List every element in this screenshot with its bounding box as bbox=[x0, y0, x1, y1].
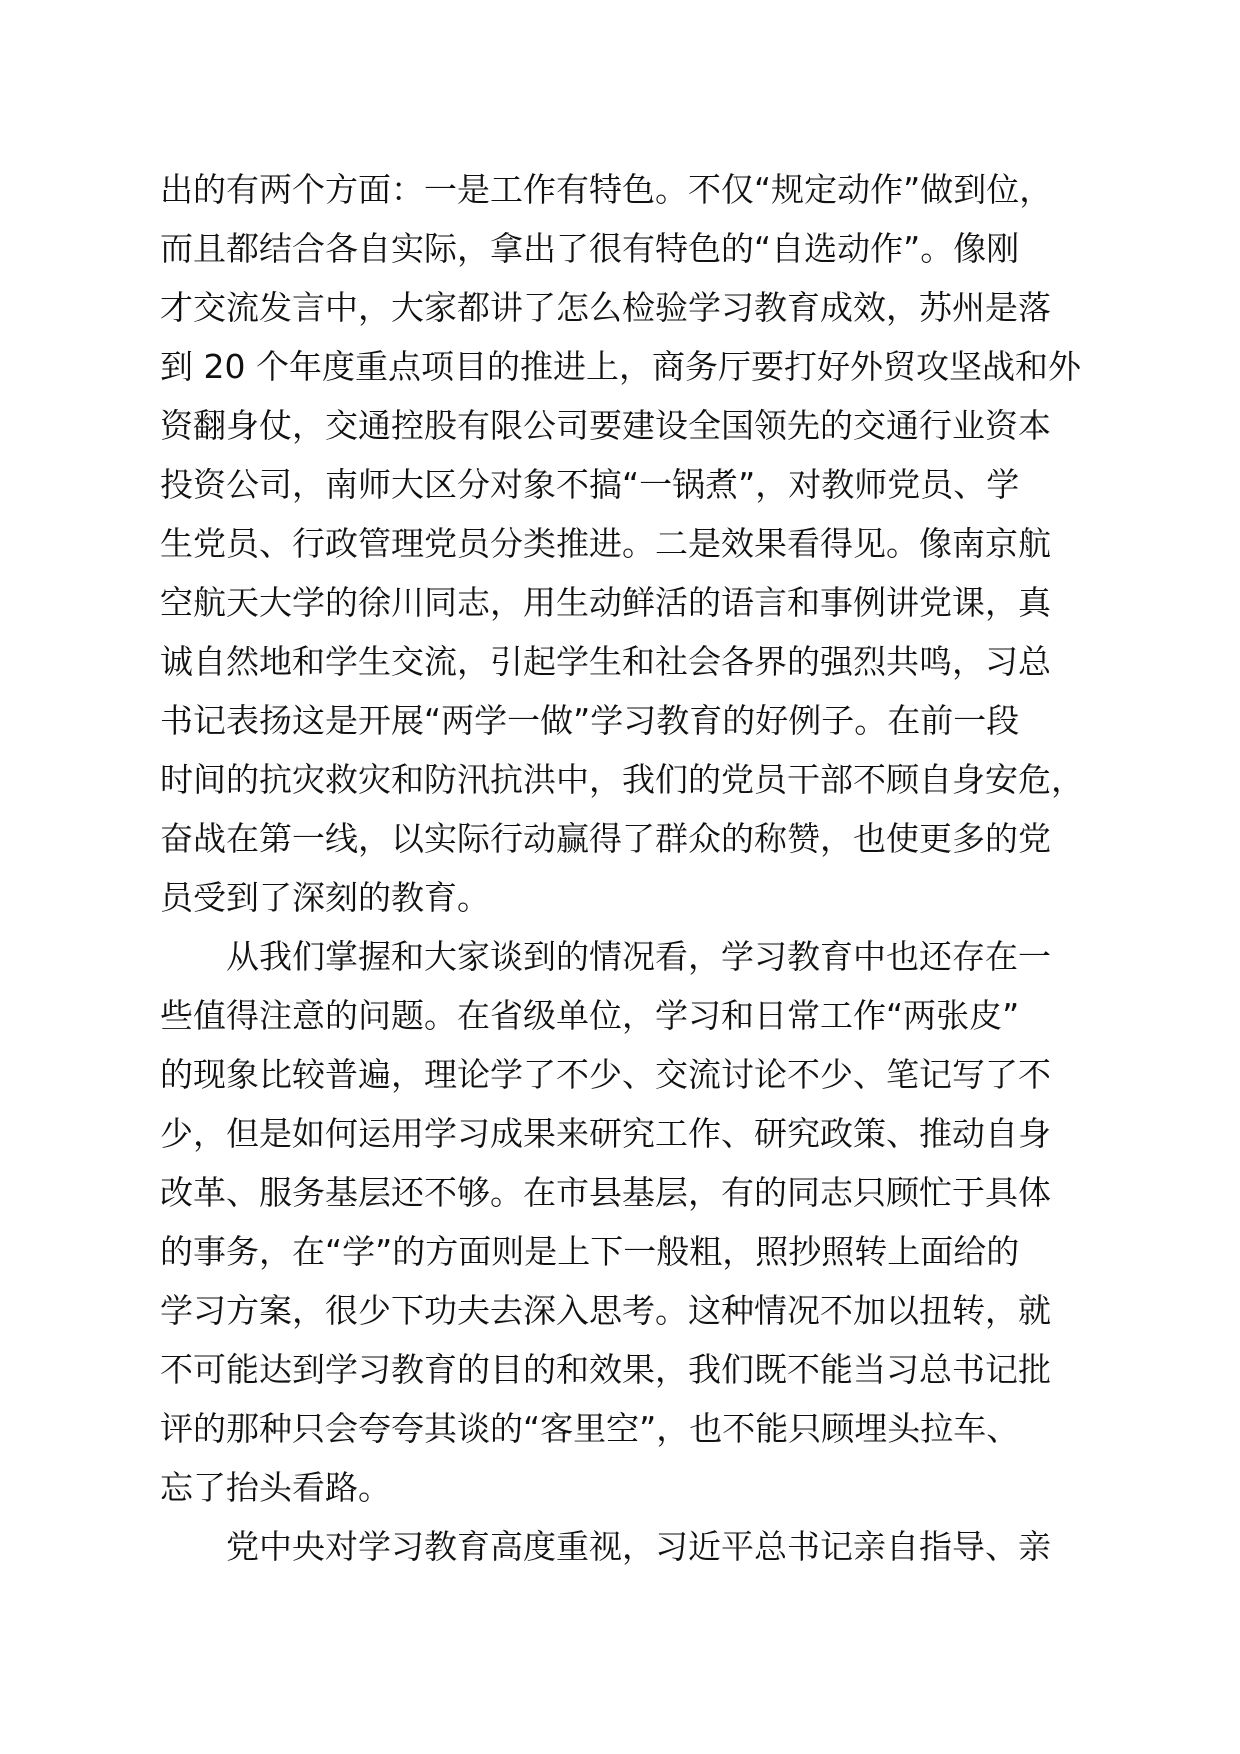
text-line: 的现象比较普遍，理论学了不少、交流讨论不少、笔记写了不 bbox=[160, 1055, 1051, 1094]
text-line: 改革、服务基层还不够。在市县基层，有的同志只顾忙于具体 bbox=[160, 1173, 1051, 1212]
text-line: 生党员、行政管理党员分类推进。二是效果看得见。像南京航 bbox=[160, 524, 1051, 563]
text-line: 的事务，在“学”的方面则是上下一般粗，照抄照转上面给的 bbox=[160, 1232, 1020, 1271]
text-line: 学习方案，很少下功夫去深入思考。这种情况不加以扭转，就 bbox=[160, 1291, 1051, 1330]
text-line: 从我们掌握和大家谈到的情况看，学习教育中也还存在一 bbox=[160, 937, 1051, 976]
text-line: 忘了抬头看路。 bbox=[160, 1468, 391, 1507]
text-line: 而且都结合各自实际，拿出了很有特色的“自选动作”。像刚 bbox=[160, 229, 1020, 268]
text-line: 不可能达到学习教育的目的和效果，我们既不能当习总书记批 bbox=[160, 1350, 1051, 1389]
text-line: 出的有两个方面：一是工作有特色。不仅“规定动作”做到位， bbox=[160, 170, 1053, 209]
text-line: 奋战在第一线，以实际行动赢得了群众的称赞，也使更多的党 bbox=[160, 819, 1051, 858]
text-line: 些值得注意的问题。在省级单位，学习和日常工作“两张皮” bbox=[160, 996, 1020, 1035]
text-line: 少，但是如何运用学习成果来研究工作、研究政策、推动自身 bbox=[160, 1114, 1051, 1153]
text-line: 资翻身仗，交通控股有限公司要建设全国领先的交通行业资本 bbox=[160, 406, 1051, 445]
text-line: 才交流发言中，大家都讲了怎么检验学习教育成效，苏州是落 bbox=[160, 288, 1051, 327]
text-line: 投资公司，南师大区分对象不搞“一锅煮”，对教师党员、学 bbox=[160, 465, 1020, 504]
text-line: 空航天大学的徐川同志，用生动鲜活的语言和事例讲党课，真 bbox=[160, 583, 1051, 622]
body-text bbox=[160, 160, 1100, 1576]
text-line: 时间的抗灾救灾和防汛抗洪中，我们的党员干部不顾自身安危， bbox=[160, 760, 1084, 799]
text-line: 诚自然地和学生交流，引起学生和社会各界的强烈共鸣，习总 bbox=[160, 642, 1051, 681]
text-line: 评的那种只会夸夸其谈的“客里空”，也不能只顾埋头拉车、 bbox=[160, 1409, 1020, 1448]
text-line: 党中央对学习教育高度重视，习近平总书记亲自指导、亲 bbox=[160, 1527, 1051, 1566]
text-line: 书记表扬这是开展“两学一做”学习教育的好例子。在前一段 bbox=[160, 701, 1020, 740]
text-line: 到 20 个年度重点项目的推进上，商务厅要打好外贸攻坚战和外 bbox=[160, 347, 1081, 386]
text-line: 员受到了深刻的教育。 bbox=[160, 878, 490, 917]
